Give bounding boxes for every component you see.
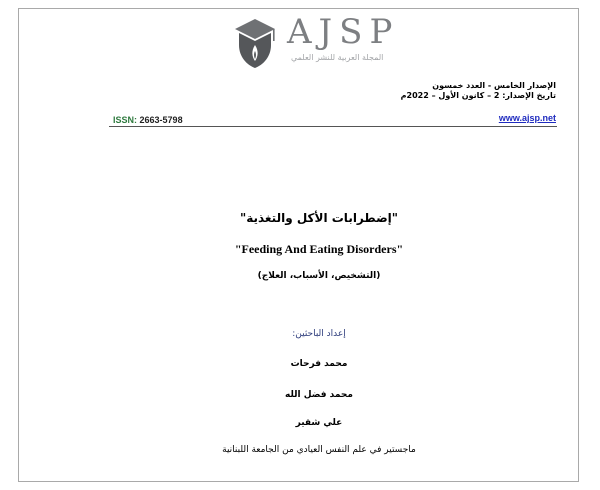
journal-logo-title: AJSP [287,12,400,52]
issue-info [326,81,556,101]
author-affiliation: ماجستير في علم النفس العيادي من الجامعة اللبنانية [222,445,416,455]
issue-date: تاريخ الإصدار: 2 – كانون الأول – 2022م [400,91,556,100]
issue-number: الإصدار الخامس - العدد خمسون [432,81,556,90]
article-subtitle: (التشخيص، الأسباب، العلاج) [257,271,381,281]
journal-logo [219,13,399,77]
article-title-english: "Feeding And Eating Disorders" [234,242,404,256]
issn-value: 2663-5798 [139,115,183,125]
author-name: محمد فرحات [290,359,348,369]
article-title-arabic: "إضطرابات الأكل والتغذية" [239,211,399,225]
author-name: علي شقير [295,418,343,428]
author-name: محمد فضل الله [285,390,353,400]
graduation-cap-lamp-icon [233,15,277,69]
issn-label: ISSN: [113,115,138,125]
authors-label: إعداد الباحثين: [292,329,346,339]
issn-number [113,115,183,125]
journal-website-link[interactable]: www.ajsp.net [498,113,556,123]
header-divider [109,126,557,127]
document-page [18,8,579,482]
journal-logo-subtitle: المجلة العربية للنشر العلمي [291,53,384,62]
